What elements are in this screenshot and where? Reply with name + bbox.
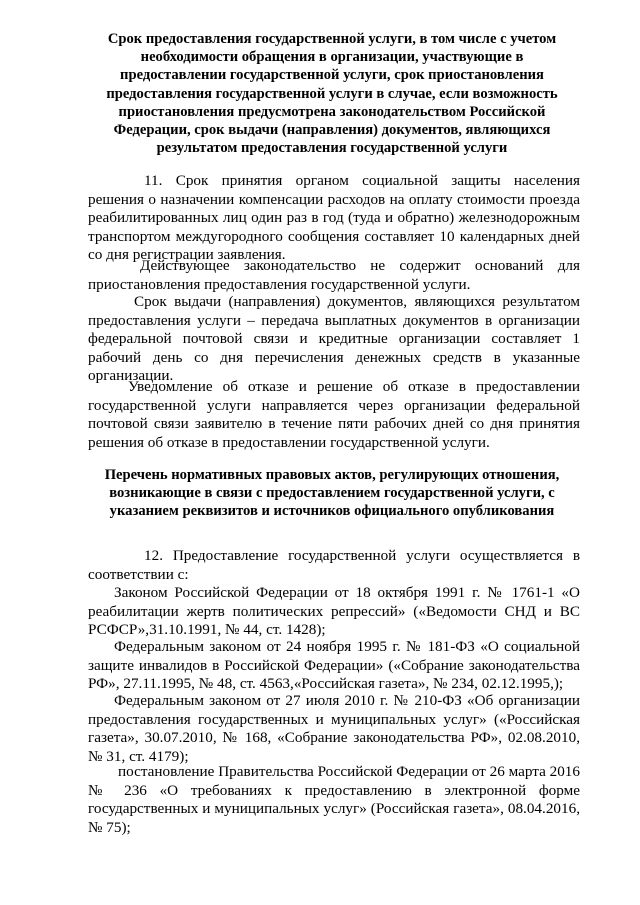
legal-act-item: Законом Российской Федерации от 18 октября 1991 г. № 1761-1 «О реабилитации жертв политических репрессий» («Ведомости СНД и ВС РСФСР»,31.10.1991, № 44, ст. 1428); <box>88 584 580 639</box>
legal-act-item: постановление Правительства Российской Федерации от 26 марта 2016 № 236 «О требованиях к предоставлению в электронной форме государственных и муниципальных услуг» (Российская газета», 08.04.2016, № 75); <box>88 763 580 836</box>
section-heading-term: Срок предоставления государственной услуги, в том числе с учетом необходимости обращения в организации, участвующие в предоставлении государственной услуги, срок приостановления предоставления государственной услуги в случае, если возможность приостановления предусмотрена законодательством Российской Федерации, срок выдачи (направления) документов, являющихся результатом предоставления государственной услуги <box>106 31 558 157</box>
paragraph-refusal-notice: Уведомление об отказе и решение об отказе в предоставлении государственной услуги направляется через организации федеральной почтовой связи заявителю в течение пяти рабочих дней со дня принятия решения об отказе в предоставлении государственной услуги. <box>88 378 580 451</box>
paragraph-12: 12. Предоставление государственной услуги осуществляется в соответствии с: <box>88 547 580 583</box>
paragraph-issuance-term: Срок выдачи (направления) документов, являющихся результатом предоставления услуги – передача выплатных документов в организации федеральной почтовой связи и кредитные организации составляет 1 рабочий день со дня перечисления денежных средств в указанные организации. <box>88 293 580 385</box>
legal-act-item: Федеральным законом от 24 ноября 1995 г. № 181-ФЗ «О социальной защите инвалидов в Российской Федерации» («Собрание законодательства РФ», 27.11.1995, № 48, ст. 4563,«Российская газета», № 234, 02.12.1995,); <box>88 638 580 693</box>
section-heading-legal-acts: Перечень нормативных правовых актов, регулирующих отношения, возникающие в связи с предоставлением государственной услуги, с указанием реквизитов и источников официального опубликования <box>104 467 560 520</box>
legal-act-item: Федеральным законом от 27 июля 2010 г. № 210-ФЗ «Об организации предоставления государственных и муниципальных услуг» («Российская газета», 30.07.2010, № 168, «Собрание законодательства РФ», 02.08.2010, № 31, ст. 4179); <box>88 692 580 765</box>
paragraph-no-suspension: Действующее законодательство не содержит оснований для приостановления предоставления государственной услуги. <box>88 257 580 293</box>
paragraph-11-term: 11. Срок принятия органом социальной защиты населения решения о назначении компенсации расходов на оплату стоимости проезда реабилитированных лиц один раз в год (туда и обратно) железнодорожным транспортом междугородного сообщения составляет 10 календарных дней со дня регистрации заявления. <box>88 172 580 264</box>
